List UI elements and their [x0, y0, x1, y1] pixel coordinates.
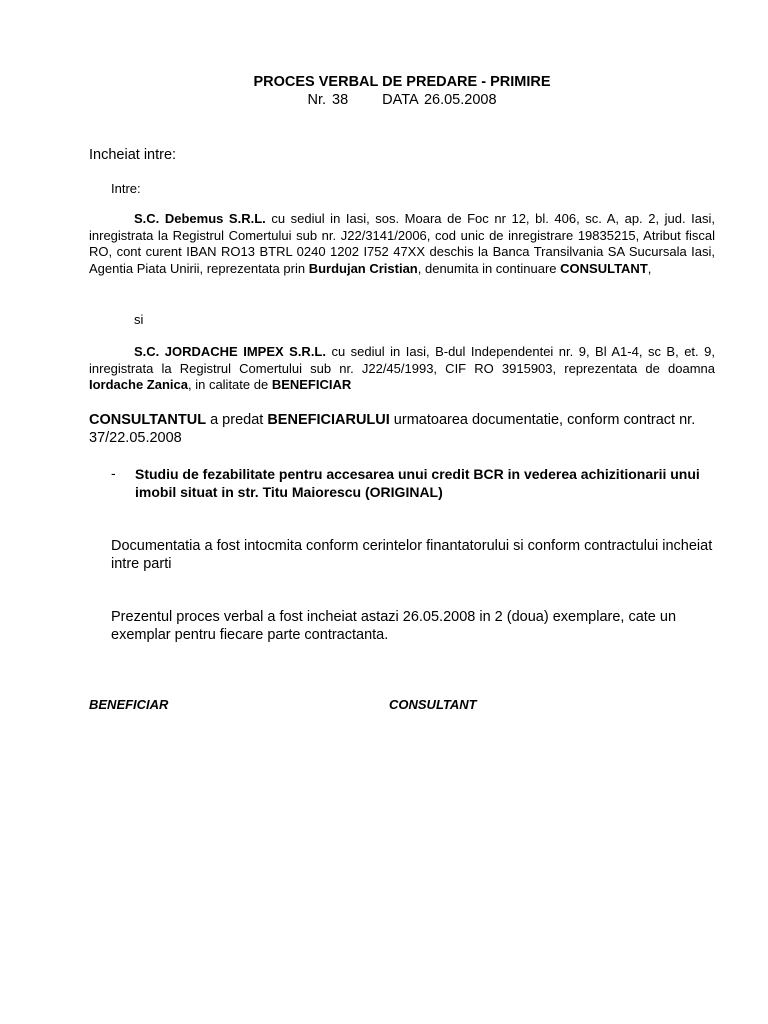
party2-paragraph	[89, 344, 715, 394]
number-label: Nr.	[307, 92, 326, 108]
party1-role: CONSULTANT	[560, 260, 648, 276]
list-item: Studiu de fezabilitate pentru accesarea unui credit BCR in vederea achizitionarii unui imobil situat in str. Titu Maiorescu (ORIGINAL)	[135, 466, 700, 500]
party2-name: S.C. JORDACHE IMPEX S.R.L.	[134, 344, 326, 359]
party1-details-2: , denumita in continuare	[417, 260, 561, 276]
document-title: PROCES VERBAL DE PREDARE - PRIMIRE	[253, 74, 551, 90]
number-value: 38	[332, 92, 349, 108]
handover-object: BENEFICIARULUI	[267, 412, 390, 428]
incheiat-intre-label: Incheiat intre:	[89, 147, 177, 163]
signature-beneficiar: BENEFICIAR	[89, 697, 169, 712]
party2-details: cu sediul in Iasi, B-dul Independentei nr. 9, Bl A1-4, sc B, et. 9, inregistrata la Registrul Comertului sub nr. J22/45/1993, CIF RO 3915903, reprezentata de doamna	[89, 344, 715, 376]
handover-subject: CONSULTANTUL	[89, 412, 207, 428]
document-number-date	[0, 92, 768, 108]
date-label: DATA	[382, 92, 418, 108]
intre-label: Intre:	[111, 181, 141, 196]
si-label: si	[134, 312, 144, 327]
date-value: 26.05.2008	[423, 92, 497, 108]
party1-paragraph	[89, 211, 715, 277]
party2-details-2: , in calitate de	[187, 377, 272, 392]
handover-verb: a predat	[206, 412, 268, 428]
party1-representative: Burdujan Cristian	[308, 260, 418, 276]
party1-details: cu sediul in Iasi, sos. Moara de Foc nr 12, bl. 406, sc. A, ap. 2, jud. Iasi, inregistrata la Registrul Comertului sub nr. J22/3141/2006, cod unic de inregistrare 19835215, Atribut fiscal RO, cont curent IBAN RO13 BTRL 0240 1202 I752 47XX deschis la Banca Transilvania SA Sucursala Iasi, Agentia Piata Unirii, reprezentata prin	[89, 211, 715, 276]
statement-documentation: Documentatia a fost intocmita conform cerintelor finantatorului si conform contractului incheiat intre parti	[111, 538, 713, 572]
party1-name: S.C. Debemus S.R.L.	[134, 211, 266, 226]
party1-details-3: ,	[647, 260, 652, 276]
handover-rest: urmatoarea documentatie, conform contract nr. 37/22.05.2008	[89, 412, 696, 446]
party2-role: BENEFICIAR	[271, 377, 352, 392]
statement-final: Prezentul proces verbal a fost incheiat astazi 26.05.2008 in 2 (doua) exemplare, cate un exemplar pentru fiecare parte contractanta.	[111, 609, 677, 643]
signature-consultant: CONSULTANT	[389, 697, 477, 712]
list-item-bullet: -	[111, 465, 116, 481]
handover-paragraph	[89, 411, 715, 447]
party2-representative: Iordache Zanica	[89, 377, 188, 392]
